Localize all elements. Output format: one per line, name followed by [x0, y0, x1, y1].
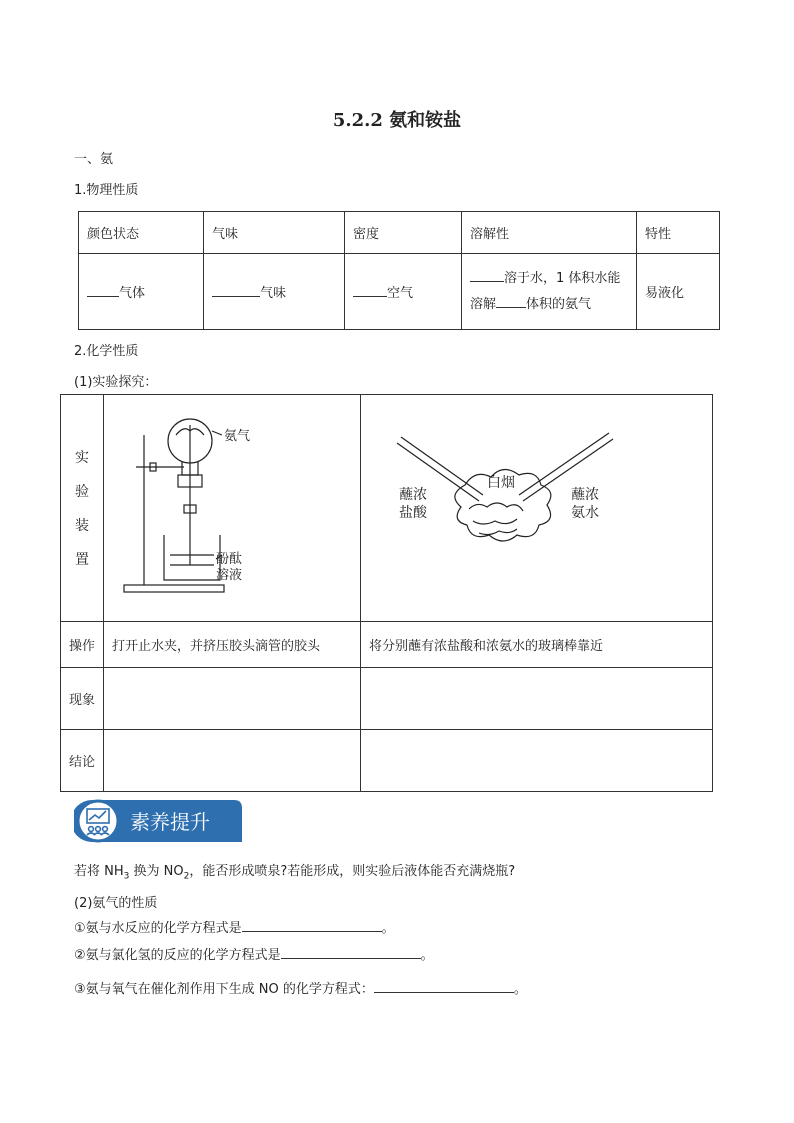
operation-2: 将分别蘸有浓盐酸和浓氨水的玻璃棒靠近 — [361, 622, 713, 668]
header-smell: 气味 — [204, 212, 345, 254]
subsection-ammonia-properties: (2)氨气的性质 — [74, 896, 158, 911]
experiment-table — [60, 394, 713, 792]
cell-special: 易液化 — [637, 254, 720, 330]
literacy-banner — [74, 798, 244, 844]
page-title: 5.2.2 氨和铵盐 — [332, 110, 462, 131]
fill-blank[interactable] — [470, 269, 504, 282]
question-1: ①氨与水反应的化学方程式是 。 — [74, 921, 395, 936]
fill-blank[interactable] — [496, 295, 526, 308]
fountain-apparatus-cell — [104, 395, 361, 622]
label-ammonia-gas: 氨气 — [224, 429, 251, 444]
question-3: ③氨与氧气在催化剂作用下生成 NO 的化学方程式： 。 — [74, 982, 527, 997]
question-2: ②氨与氯化氢的反应的化学方程式是 。 — [74, 948, 434, 963]
header-solubility: 溶解性 — [462, 212, 637, 254]
operation-1: 打开止水夹，并挤压胶头滴管的胶头 — [104, 622, 361, 668]
device-label-cell: 实 验 装 置 — [61, 395, 104, 622]
smoke-experiment-cell — [361, 395, 713, 622]
subsection-chemical: 2.化学性质 — [74, 344, 139, 359]
label-hcl-1: 蘸浓 — [399, 487, 427, 503]
header-special: 特性 — [637, 212, 720, 254]
phenomenon-label: 现象 — [61, 668, 104, 730]
fill-blank[interactable] — [212, 284, 260, 297]
banner-title: 素养提升 — [130, 810, 210, 834]
answer-blank-1[interactable] — [242, 919, 382, 932]
fill-blank[interactable] — [87, 284, 119, 297]
phenomenon-2-answer[interactable] — [361, 668, 713, 730]
label-phenolphthalein-2: 溶液 — [216, 568, 243, 583]
label-ammonia-water-2: 氨水 — [571, 505, 599, 521]
cell-density: 空气 — [345, 254, 462, 330]
label-phenolphthalein-1: 酚酞 — [216, 552, 243, 567]
header-color: 颜色状态 — [79, 212, 204, 254]
label-ammonia-water-1: 蘸浓 — [571, 487, 599, 503]
fountain-apparatus-figure — [104, 395, 360, 617]
subsection-experiment: (1)实验探究： — [74, 375, 158, 390]
label-white-smoke: 白烟 — [487, 475, 515, 491]
section-heading: 一、氨 — [74, 152, 114, 167]
operation-label: 操作 — [61, 622, 104, 668]
white-smoke-figure — [361, 395, 683, 617]
conclusion-2-answer[interactable] — [361, 730, 713, 792]
header-density: 密度 — [345, 212, 462, 254]
question-no2: 若将 $NH_3$ 换为 $NO_2$，能否形成喷泉?若能形成，则实验后液体能否充满烧瓶? — [74, 864, 516, 882]
label-hcl-2: 盐酸 — [399, 505, 427, 521]
phenomenon-1-answer[interactable] — [104, 668, 361, 730]
answer-blank-3[interactable] — [374, 980, 514, 993]
cell-color: 气体 — [79, 254, 204, 330]
cell-solubility: 溶于水，1 体积水能 溶解 体积的氨气 — [462, 254, 637, 330]
conclusion-label: 结论 — [61, 730, 104, 792]
physical-properties-table — [78, 211, 720, 330]
conclusion-1-answer[interactable] — [104, 730, 361, 792]
fill-blank[interactable] — [353, 284, 387, 297]
answer-blank-2[interactable] — [281, 946, 421, 959]
subsection-physical: 1.物理性质 — [74, 183, 139, 198]
cell-smell: 气味 — [204, 254, 345, 330]
